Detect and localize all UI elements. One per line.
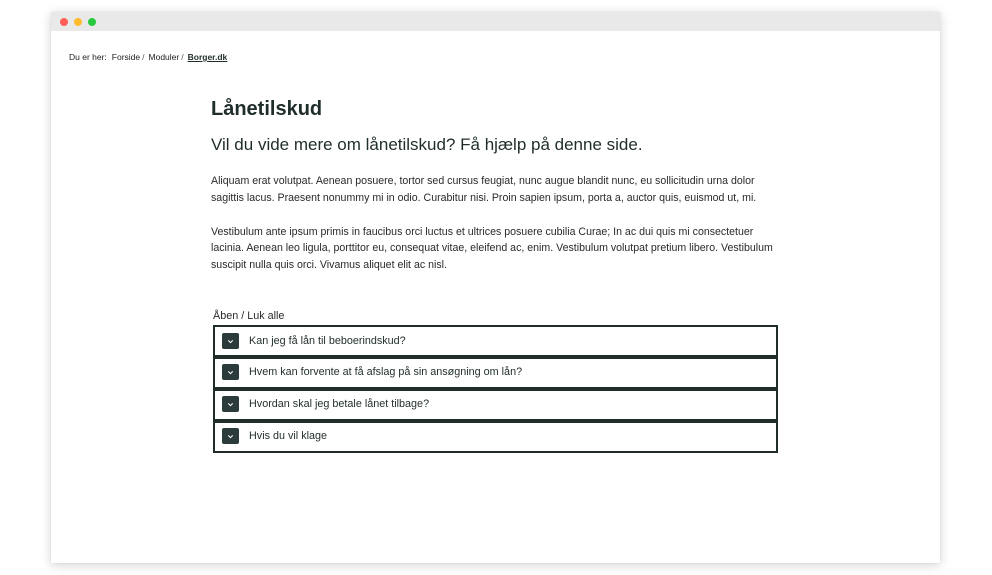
page-title: Lånetilskud xyxy=(211,98,323,120)
accordion xyxy=(213,325,778,453)
breadcrumb-current[interactable]: Borger.dk xyxy=(187,52,228,62)
breadcrumb-link-forside[interactable]: Forside xyxy=(111,52,141,62)
chevron-down-icon xyxy=(222,396,239,412)
accordion-item[interactable] xyxy=(213,325,778,357)
breadcrumb-link-moduler[interactable]: Moduler xyxy=(148,52,180,62)
zoom-window-icon[interactable] xyxy=(88,18,96,26)
breadcrumb-separator: / xyxy=(181,52,184,62)
chevron-down-icon xyxy=(222,333,239,349)
window-titlebar xyxy=(51,12,940,31)
accordion-item[interactable] xyxy=(213,389,778,421)
accordion-item[interactable] xyxy=(213,421,778,453)
body-paragraph-1: Aliquam erat volutpat. Aenean posuere, tortor sed cursus feugiat, nunc augue blandit nunc, eu sollicitudin urna dolor sagittis lacus. Praesent nonummy mi in odio. Curabitur nisi. Proin sapien ipsum, porta a, auctor quis, euismod ut, mi. xyxy=(211,175,757,204)
chevron-down-icon xyxy=(222,428,239,444)
chevron-down-icon xyxy=(222,364,239,380)
breadcrumb-separator: / xyxy=(142,52,145,62)
body-paragraph-2: Vestibulum ante ipsum primis in faucibus orci luctus et ultrices posuere cubilia Curae; In ac dui quis mi consectetuer lacinia. Aenean leo ligula, porttitor eu, consequat vitae, eleifend ac, enim. Vestibulum volutpat pretium libero. Vestibulum suscipit nulla quis orci. Vivamus aliquet elit ac nisl. xyxy=(211,225,773,272)
accordion-item-label: Hvis du vil klage xyxy=(249,430,328,442)
page-lead: Vil du vide mere om lånetilskud? Få hjælp på denne side. xyxy=(211,135,643,154)
accordion-item-label: Hvem kan forvente at få afslag på sin ansøgning om lån? xyxy=(249,366,523,378)
close-window-icon[interactable] xyxy=(60,18,68,26)
minimize-window-icon[interactable] xyxy=(74,18,82,26)
toggle-all-button[interactable]: Åben / Luk alle xyxy=(213,310,285,322)
browser-window xyxy=(51,12,940,563)
main-content xyxy=(211,96,781,274)
accordion-item-label: Kan jeg få lån til beboerindskud? xyxy=(249,335,406,347)
breadcrumb-prefix: Du er her: xyxy=(69,52,107,62)
breadcrumb xyxy=(69,52,227,62)
accordion-item[interactable] xyxy=(213,357,778,389)
accordion-item-label: Hvordan skal jeg betale lånet tilbage? xyxy=(249,398,430,410)
